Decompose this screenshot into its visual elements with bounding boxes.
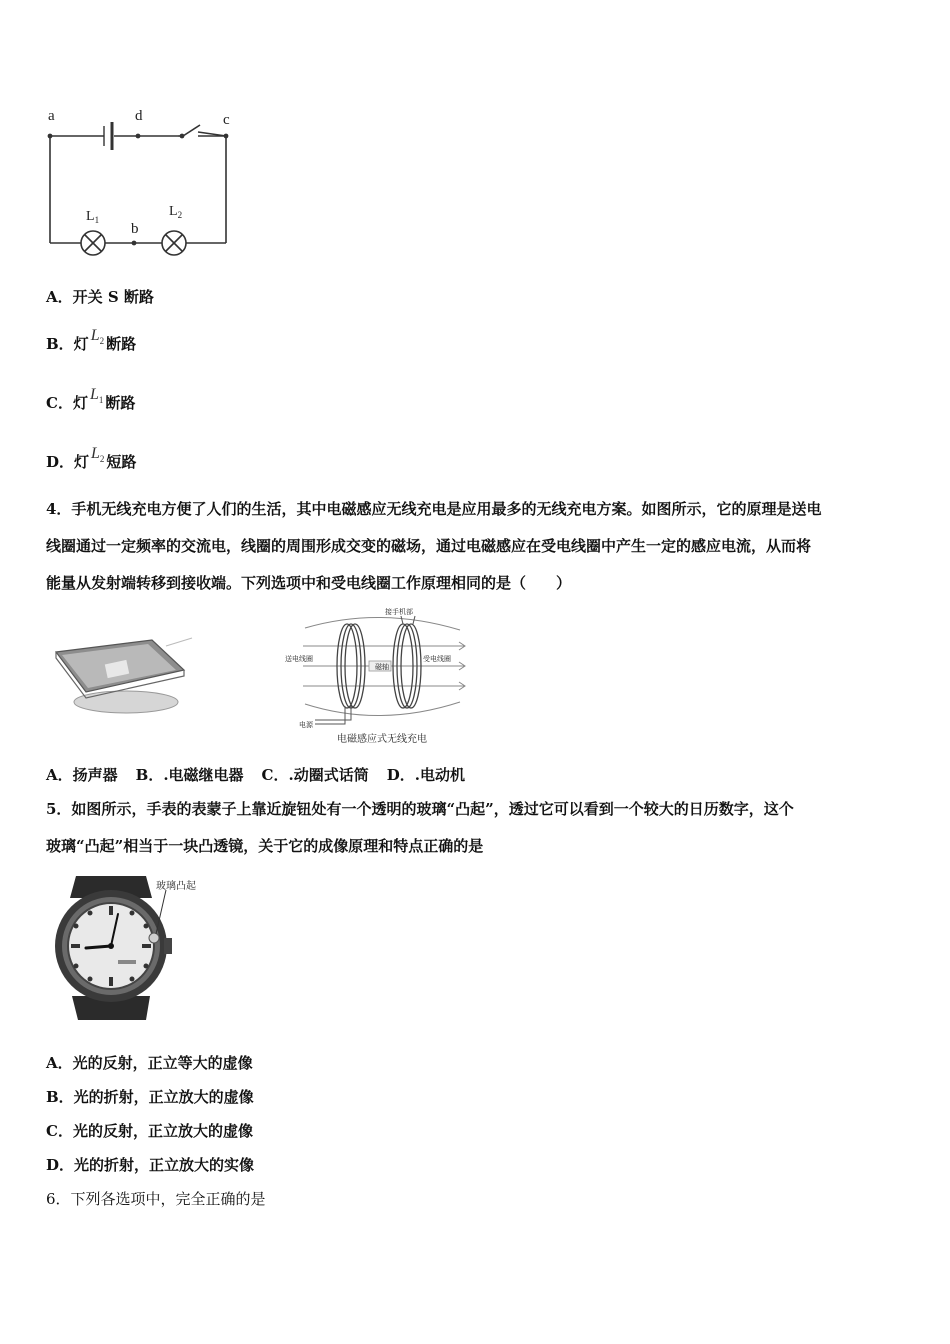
- node-b-dot: [132, 241, 137, 246]
- q3-option-c-symbol: $L_1$: [89, 386, 104, 406]
- q3-option-c-prefix: C．灯: [46, 394, 88, 412]
- label-L2: $L_2$: [169, 204, 183, 220]
- q3-option-c: [46, 386, 136, 414]
- switch-pivot-dot: [180, 134, 185, 139]
- q4-option-d: D．.电动机: [386, 766, 465, 784]
- node-c-dot: [224, 134, 229, 139]
- q4-options-row: [46, 764, 465, 785]
- q5-option-b: B．光的折射，正立放大的虚像: [46, 1088, 254, 1106]
- q3-option-b-suffix: 断路: [106, 335, 137, 353]
- q3-option-a-text: A．开关 S 断路: [46, 288, 154, 306]
- q3-option-d: [46, 445, 137, 473]
- q3-option-b-prefix: B．灯: [46, 335, 89, 353]
- q6-text-line-1: 6．下列各选项中，完全正确的是: [46, 1190, 266, 1208]
- label-receive-coil: 受电线圈: [423, 655, 451, 663]
- label-L1: $L_1$: [86, 209, 100, 225]
- q4-text-line-3: 能量从发射端转移到接收端。下列选项中和受电线圈工作原理相同的是（ ）: [46, 574, 572, 592]
- q4-option-a: A．扬声器: [46, 766, 118, 784]
- watch-image: [48, 876, 213, 1021]
- label-field: 磁轴: [375, 663, 389, 671]
- diagram-caption: 电磁感应式无线充电: [337, 734, 427, 745]
- q3-option-c-suffix: 断路: [105, 394, 136, 412]
- q5-option-c: C．光的反射，正立放大的虚像: [46, 1122, 253, 1140]
- label-glass-bump: 玻璃凸起: [156, 881, 196, 892]
- q5-option-a: A．光的反射，正立等大的虚像: [46, 1054, 253, 1072]
- q5-text-line-1: 5．如图所示，手表的表蒙子上靠近旋钮处有一个透明的玻璃“凸起”，透过它可以看到一个较大的日历数字，这个: [46, 800, 794, 818]
- q3-option-d-symbol: $L_2$: [91, 445, 105, 465]
- q5-option-d: D．光的折射，正立放大的实像: [46, 1156, 255, 1174]
- phone-charger-image: [44, 628, 194, 718]
- label-a: a: [48, 108, 55, 124]
- node-d-dot: [136, 134, 141, 139]
- q3-option-d-suffix: 短路: [106, 453, 137, 471]
- q3-option-d-prefix: D．灯: [46, 453, 90, 471]
- label-power-source: 电源: [299, 721, 313, 729]
- label-d: d: [135, 108, 143, 124]
- q3-option-a: [46, 286, 154, 307]
- circuit-diagram: [38, 100, 248, 275]
- wireless-charging-diagram: [285, 606, 480, 748]
- q3-option-b: [46, 327, 137, 355]
- label-c: c: [223, 112, 230, 128]
- q4-text-line-1: 4．手机无线充电方便了人们的生活，其中电磁感应无线充电是应用最多的无线充电方案。如图所示，它的原理是送电: [46, 500, 822, 518]
- label-phone-part: 接手机部: [385, 608, 413, 616]
- q4-option-c: C．.动圈式话筒: [261, 766, 369, 784]
- label-send-coil: 送电线圈: [285, 655, 313, 663]
- q4-option-b: B．.电磁继电器: [135, 766, 244, 784]
- node-a-dot: [48, 134, 53, 139]
- q3-option-b-symbol: $L_2$: [90, 327, 105, 347]
- label-b: b: [131, 221, 139, 237]
- q4-text-line-2: 线圈通过一定频率的交流电，线圈的周围形成交变的磁场，通过电磁感应在受电线圈中产生一定的感应电流，从而将: [46, 537, 812, 555]
- q5-text-line-2: 玻璃“凸起”相当于一块凸透镜，关于它的成像原理和特点正确的是: [46, 837, 484, 855]
